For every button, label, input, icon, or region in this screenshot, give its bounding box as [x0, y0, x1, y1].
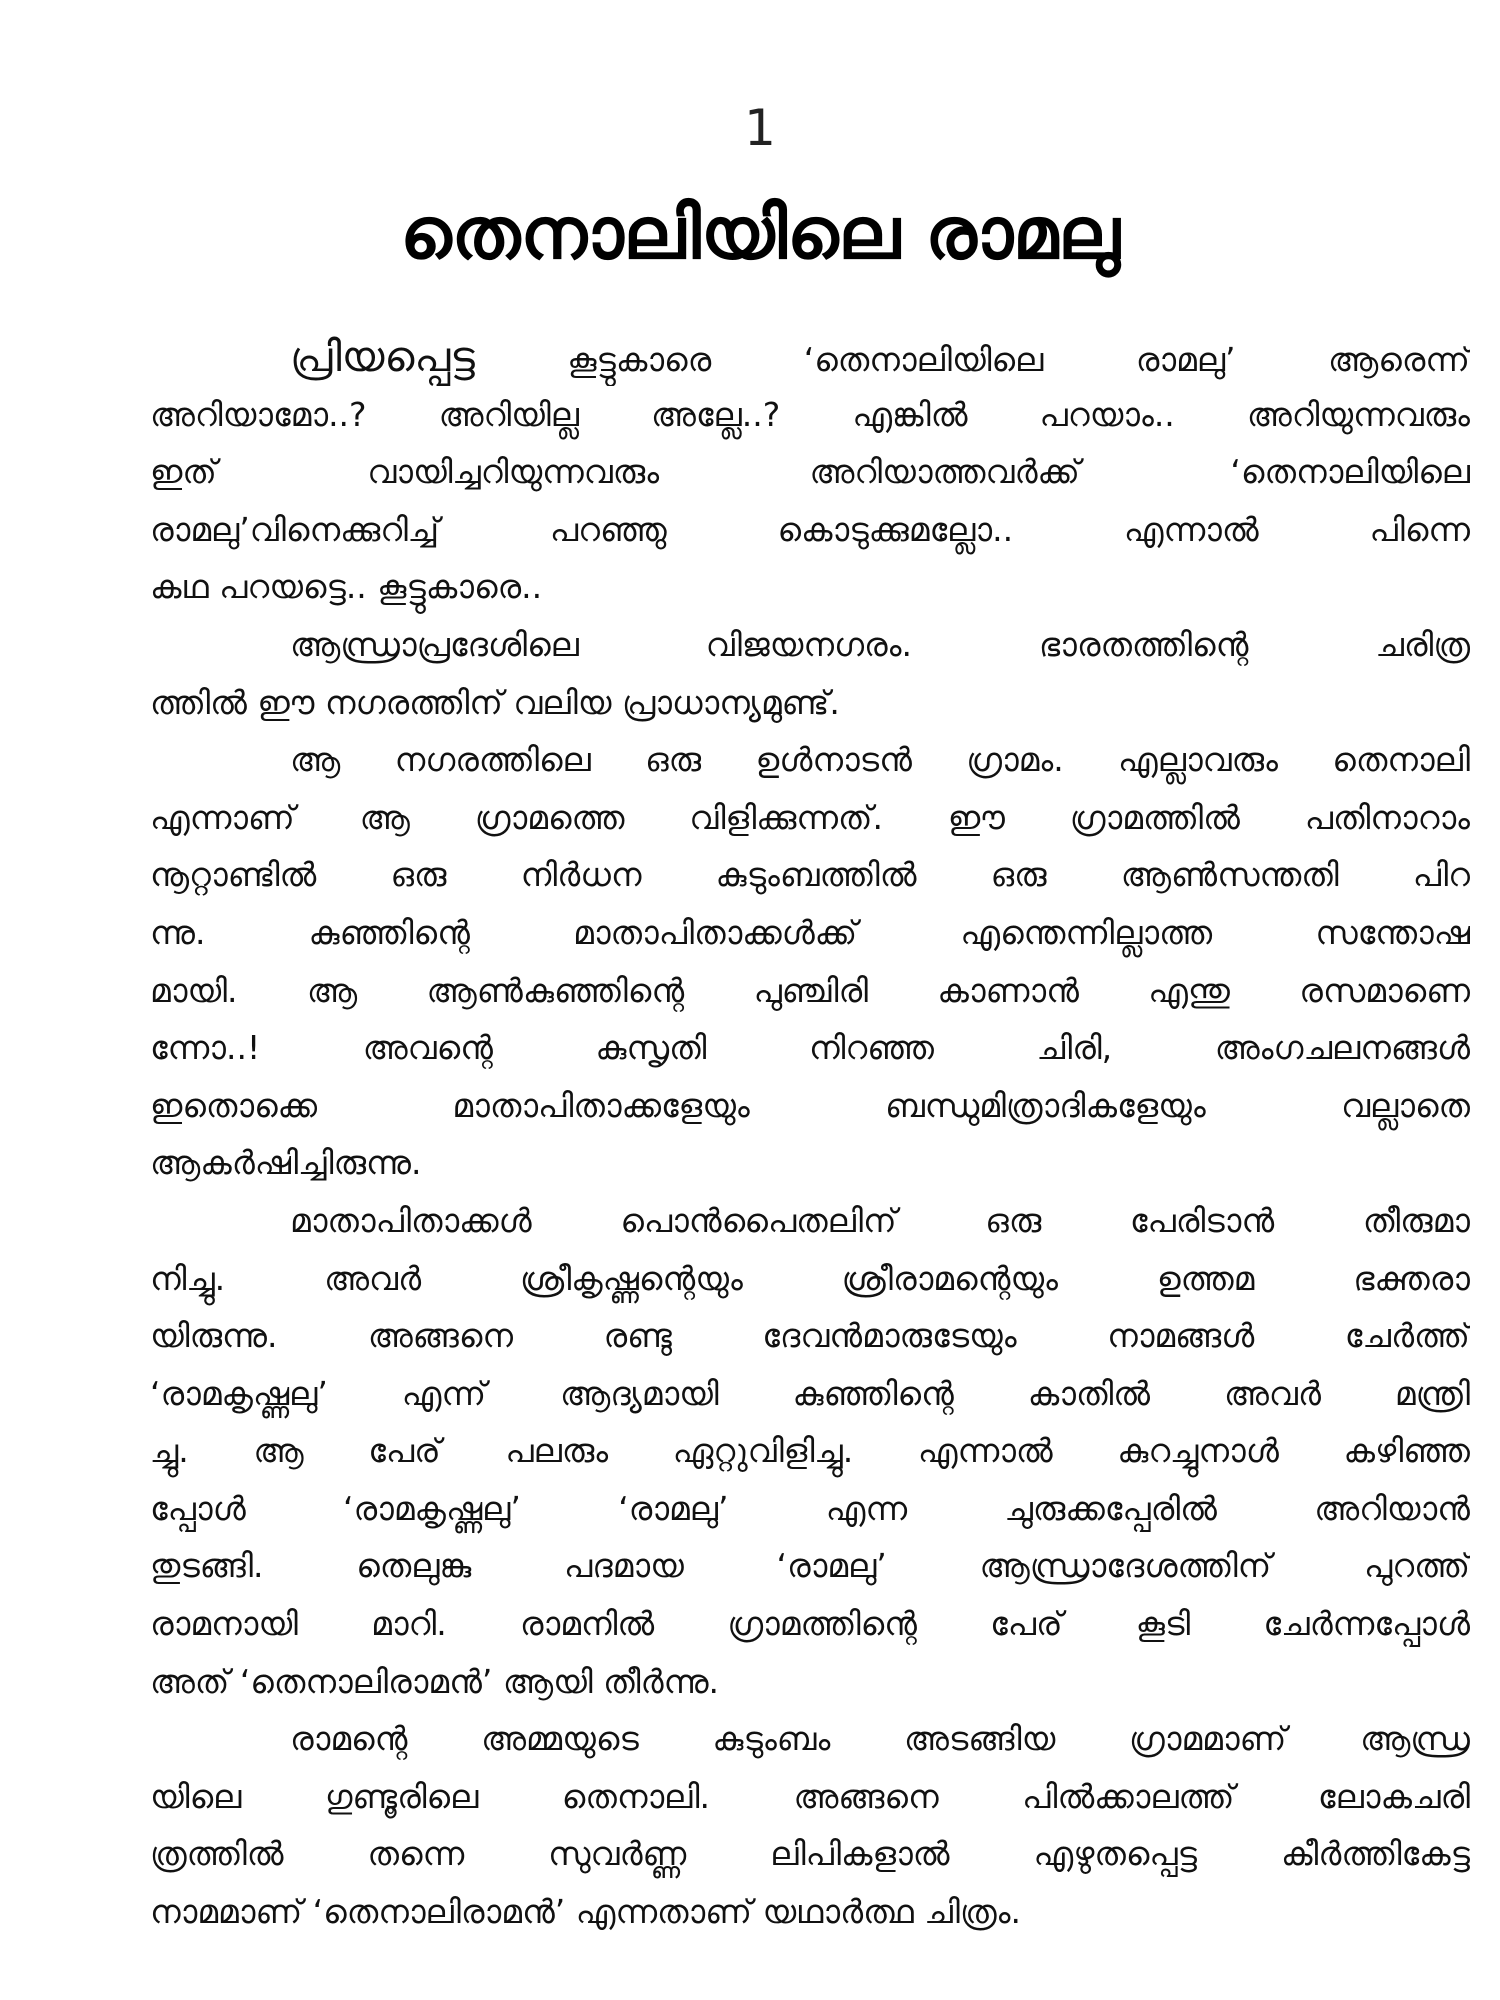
text-line: ന്നോ..! അവന്റെ കുസൃതി നിറഞ്ഞ ചിരി, അംഗചലനങ്ങൾ — [150, 1028, 1470, 1068]
text-line: നാമമാണ് ‘തെനാലിരാമൻ’ എന്നതാണ് യഥാർത്ഥ ചിത്രം. — [150, 1892, 1021, 1932]
text-line: ഇതൊക്കെ മാതാപിതാക്കളേയും ബന്ധുമിത്രാദികളേയും വല്ലാതെ — [150, 1085, 1470, 1125]
opening-word: പ്രിയപ്പെട്ട — [290, 332, 475, 381]
text-line: ത്രത്തിൽ തന്നെ സുവർണ്ണ ലിപികളാൽ എഴുതപ്പെട്ട കീർത്തികേട്ട — [150, 1834, 1470, 1874]
paragraph-4 — [150, 1192, 1470, 1710]
text-line: എന്നാണ് ആ ഗ്രാമത്തെ വിളിക്കുന്നത്. ഈ ഗ്രാമത്തിൽ പതിനാറാം — [150, 797, 1470, 837]
text-line: പ്പോൾ ‘രാമകൃഷ്ണലു’ ‘രാമലു’ എന്ന ചുരുക്കപ്പേരിൽ അറിയാൻ — [150, 1488, 1470, 1528]
text-line: ആകർഷിച്ചിരുന്നു. — [150, 1143, 422, 1183]
text-line: നിച്ചു. അവർ ശ്രീകൃഷ്ണന്റെയും ശ്രീരാമന്റെയും ഉത്തമ ഭക്തരാ — [150, 1258, 1470, 1298]
text-line: രാമനായി മാറി. രാമനിൽ ഗ്രാമത്തിന്റെ പേര് കൂടി ചേർന്നപ്പോൾ — [150, 1604, 1470, 1644]
paragraph-1 — [150, 328, 1470, 616]
text-line: രാമന്റെ അമ്മയുടെ കുടുംബം അടങ്ങിയ ഗ്രാമമാണ് ആന്ധ്ര — [290, 1719, 1470, 1759]
text-line: അറിയാമോ..? അറിയില്ല അല്ലേ..? എങ്കിൽ പറയാം.. അറിയുന്നവരും — [150, 394, 1470, 434]
text-line: മായി. ആ ആൺകുഞ്ഞിന്റെ പുഞ്ചിരി കാണാൻ എന്തു രസമാണെ — [150, 970, 1470, 1010]
paragraph-5 — [150, 1710, 1470, 1940]
text-line: ആന്ധ്രാപ്രദേശിലെ വിജയനഗരം. ഭാരതത്തിന്റെ ചരിത്ര — [290, 624, 1470, 664]
text-line: തുടങ്ങി. തെലുങ്കു പദമായ ‘രാമലു’ ആന്ധ്രാദേശത്തിന് പുറത്ത് — [150, 1546, 1470, 1586]
text-line: ഇത് വായിച്ചറിയുന്നവരും അറിയാത്തവർക്ക് ‘തെനാലിയിലെ — [150, 452, 1470, 492]
chapter-number: 1 — [744, 99, 776, 157]
text-line: ച്ചു. ആ പേര് പലരും ഏറ്റുവിളിച്ചു. എന്നാൽ കുറച്ചുനാൾ കഴിഞ്ഞ — [150, 1431, 1470, 1471]
text-line — [150, 328, 1470, 386]
text-line: കഥ പറയട്ടെ.. കൂട്ടുകാരെ.. — [150, 567, 543, 607]
text-line: ‘രാമകൃഷ്ണലു’ എന്ന് ആദ്യമായി കുഞ്ഞിന്റെ കാതിൽ അവർ മന്ത്രി — [150, 1373, 1470, 1413]
text-line: രാമലു’വിനെക്കുറിച്ച് പറഞ്ഞു കൊടുക്കുമല്ലോ.. എന്നാൽ പിന്നെ — [150, 509, 1470, 549]
text-line: മാതാപിതാക്കൾ പൊൻപൈതലിന് ഒരു പേരിടാൻ തീരുമാ — [290, 1200, 1470, 1240]
text-line: ആ നഗരത്തിലെ ഒരു ഉൾനാടൻ ഗ്രാമം. എല്ലാവരും തെനാലി — [290, 740, 1470, 780]
text-line: ത്തിൽ ഈ നഗരത്തിന് വലിയ പ്രാധാന്യമുണ്ട്. — [150, 682, 840, 722]
text-line: യിരുന്നു. അങ്ങനെ രണ്ടു ദേവൻമാരുടേയും നാമങ്ങൾ ചേർത്ത് — [150, 1316, 1470, 1356]
chapter-title: തെനാലിയിലെ രാമലു — [400, 191, 1120, 275]
text-line: നൂറ്റാണ്ടിൽ ഒരു നിർധന കുടുംബത്തിൽ ഒരു ആൺസന്തതി പിറ — [150, 855, 1470, 895]
text-line: അത് ‘തെനാലിരാമൻ’ ആയി തീർന്നു. — [150, 1661, 720, 1701]
paragraph-2 — [150, 616, 1470, 731]
line-text: കൂട്ടുകാരെ ‘തെനാലിയിലെ രാമലു’ ആരെന്ന് — [474, 340, 1470, 379]
text-line: യിലെ ഗുണ്ടൂരിലെ തെനാലി. അങ്ങനെ പിൽക്കാലത്ത് ലോകചരി — [150, 1776, 1470, 1816]
chapter-body — [150, 328, 1470, 1941]
text-line: ന്നു. കുഞ്ഞിന്റെ മാതാപിതാക്കൾക്ക് എന്തെന്നില്ലാത്ത സന്തോഷ — [150, 912, 1470, 952]
paragraph-3 — [150, 731, 1470, 1192]
